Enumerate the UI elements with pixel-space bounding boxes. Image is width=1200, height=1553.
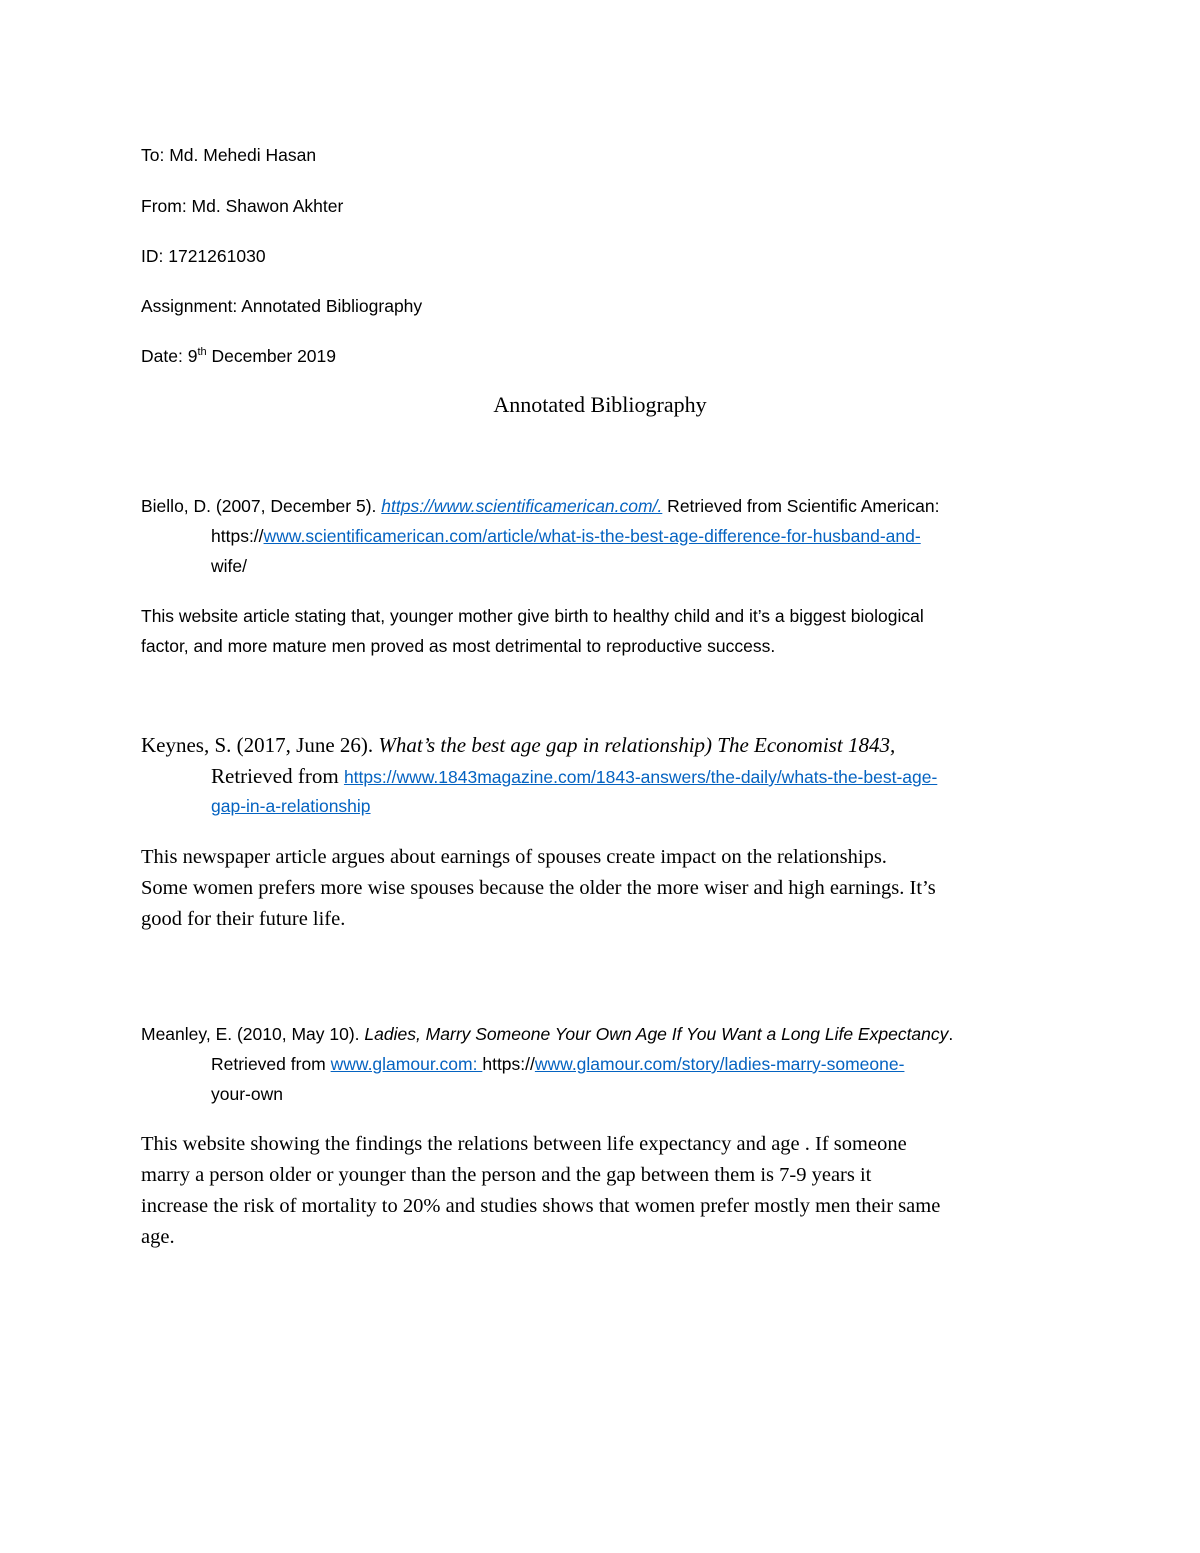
entry-3-retrieved: Retrieved from: [211, 1054, 331, 1074]
entry-3-url-cont: your-own: [211, 1084, 283, 1104]
entry-2-retrieved-line: [211, 764, 937, 789]
page-title: Annotated Bibliography: [493, 392, 707, 417]
entry-3-period: .: [948, 1024, 954, 1044]
entry-3-title: Ladies, Marry Someone Your Own Age If You Want a Long Life Expectancy: [364, 1024, 949, 1044]
entry-1-retrieved: Retrieved from Scientific American:: [662, 496, 940, 516]
date-prefix: Date: 9: [141, 346, 198, 366]
entry-3-annotation-line-4: age.: [141, 1226, 175, 1248]
entry-2-title: What’s the best age gap in relationship) The Economist 1843,: [378, 733, 896, 757]
entry-1-url-line: [211, 526, 921, 547]
entry-1-site-link[interactable]: https://www.scientificamerican.com/.: [381, 496, 663, 516]
entry-2-annotation-line-3: good for their future life.: [141, 908, 346, 930]
entry-2-citation: [141, 733, 895, 758]
date-line: [141, 346, 336, 367]
entry-3-citation: [141, 1024, 953, 1045]
id-line: ID: 1721261030: [141, 246, 266, 266]
entry-3-retrieved-line: [211, 1054, 904, 1075]
entry-1-annotation-line-1: This website article stating that, younger mother give birth to healthy child and it’s a biggest biological: [141, 606, 924, 626]
entry-3-annotation-line-1: This website showing the findings the relations between life expectancy and age . If someone: [141, 1133, 907, 1155]
entry-3-glamour-link[interactable]: www.glamour.com:: [330, 1054, 483, 1074]
entry-3-annotation-line-3: increase the risk of mortality to 20% and studies shows that women prefer mostly men their same: [141, 1195, 941, 1217]
entry-3-annotation-line-2: marry a person older or younger than the person and the gap between them is 7-9 years it: [141, 1164, 872, 1186]
from-line: From: Md. Shawon Akhter: [141, 196, 344, 216]
entry-2-url-cont-line: [211, 796, 371, 817]
entry-3-url-prefix: https://: [482, 1054, 535, 1074]
entry-1-url-link[interactable]: www.scientificamerican.com/article/what-is-the-best-age-difference-for-husband-and-: [263, 526, 921, 546]
entry-3-url-link[interactable]: www.glamour.com/story/ladies-marry-someone-: [534, 1054, 905, 1074]
entry-1-author-date: Biello, D. (2007, December 5).: [141, 496, 382, 516]
entry-1-url-cont: wife/: [211, 556, 247, 576]
date-suffix: December 2019: [206, 346, 337, 366]
entry-2-author-date: Keynes, S. (2017, June 26).: [141, 733, 379, 757]
entry-3-author-date: Meanley, E. (2010, May 10).: [141, 1024, 365, 1044]
entry-2-url-link-cont[interactable]: gap-in-a-relationship: [211, 796, 371, 816]
entry-2-annotation-line-1: This newspaper article argues about earnings of spouses create impact on the relationships.: [141, 846, 887, 868]
date-superscript: th: [197, 346, 207, 359]
entry-2-url-link[interactable]: https://www.1843magazine.com/1843-answers/the-daily/whats-the-best-age-: [343, 767, 938, 787]
entry-2-retrieved: Retrieved from: [211, 764, 344, 788]
entry-1-url-prefix: https://: [211, 526, 264, 546]
to-line: To: Md. Mehedi Hasan: [141, 145, 317, 165]
entry-2-annotation-line-2: Some women prefers more wise spouses because the older the more wiser and high earnings. It’s: [141, 877, 936, 899]
entry-1-annotation-line-2: factor, and more mature men proved as most detrimental to reproductive success.: [141, 636, 776, 656]
entry-1-citation: [141, 496, 940, 517]
assignment-line: Assignment: Annotated Bibliography: [141, 296, 423, 316]
